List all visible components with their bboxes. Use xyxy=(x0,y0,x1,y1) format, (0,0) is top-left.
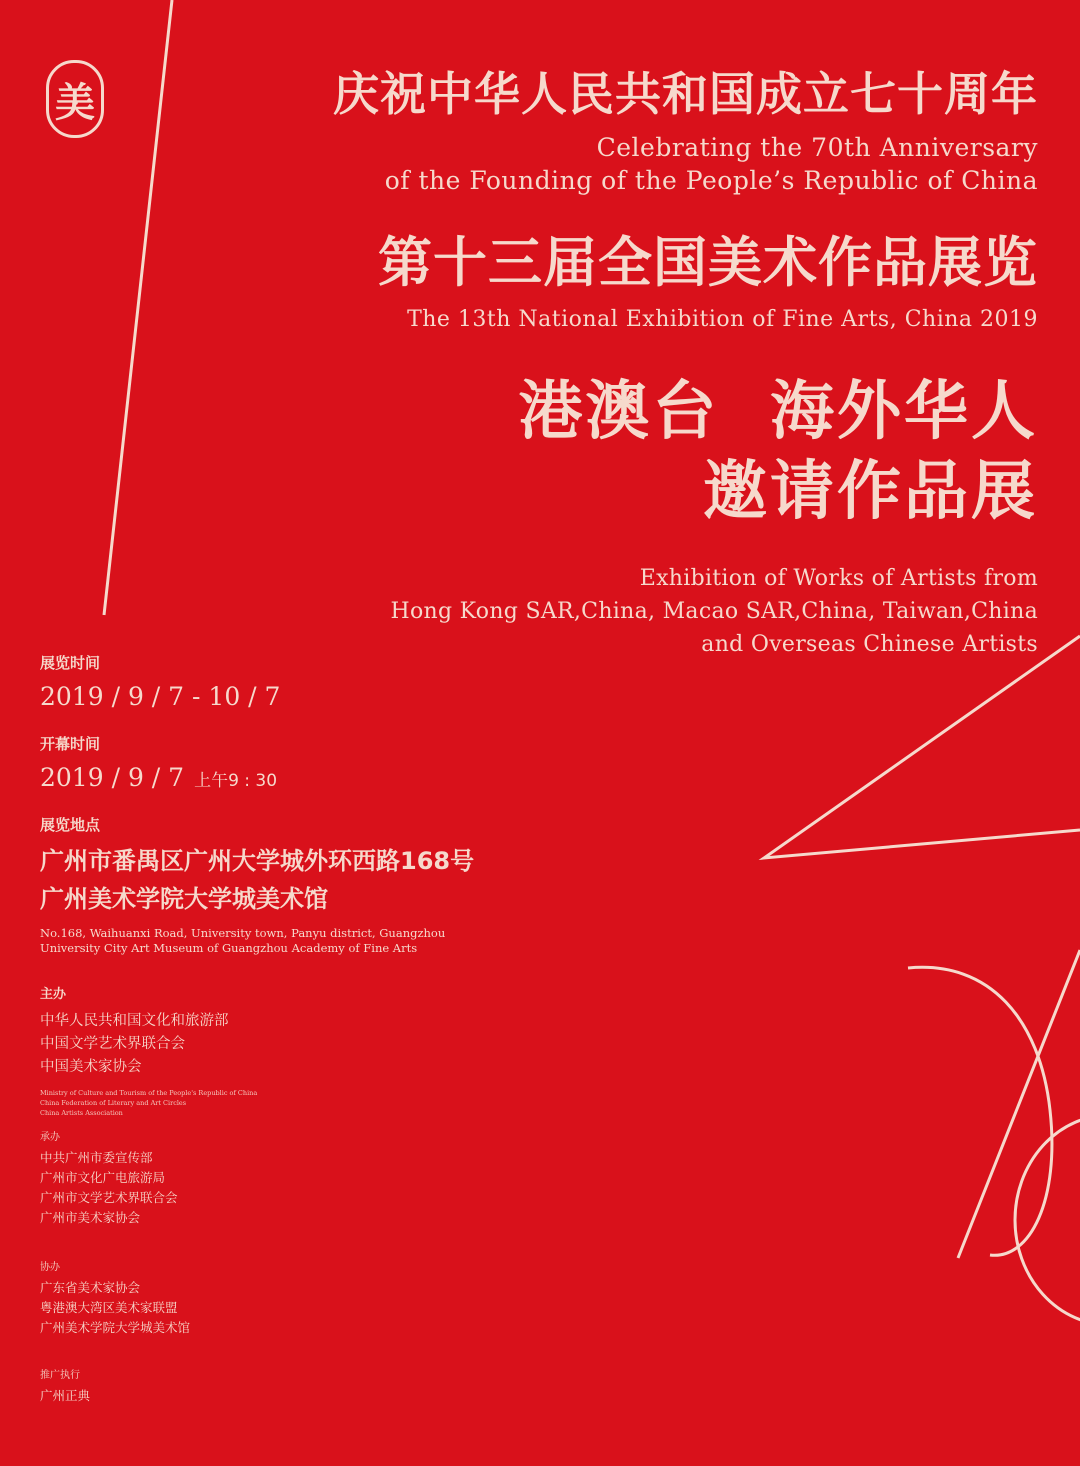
promo-label: 推广执行 xyxy=(40,1370,80,1381)
opening-hour: 上午9 : 30 xyxy=(194,771,278,791)
venue-en-line2: University City Art Museum of Guangzhou Academy of Fine Arts xyxy=(40,941,418,955)
invitation-title-zh xyxy=(518,372,1038,532)
logo-glyph: 美 xyxy=(55,79,95,126)
promo-item: 广州正典 xyxy=(40,1388,91,1403)
host-item: 中国美术家协会 xyxy=(40,1059,142,1075)
undertake-label: 承办 xyxy=(40,1132,60,1143)
museum-logo xyxy=(46,60,104,138)
host-item: 中国文学艺术界联合会 xyxy=(40,1036,185,1052)
assist-list xyxy=(40,1278,190,1338)
undertake-item: 广州市文化广电旅游局 xyxy=(40,1170,166,1185)
host-list xyxy=(40,1010,229,1079)
invitation-title-en xyxy=(390,562,1038,661)
exhibition-title-zh: 第十三届全国美术作品展览 xyxy=(378,231,1038,294)
undertake-list xyxy=(40,1148,178,1228)
assist-item: 粤港澳大湾区美术家联盟 xyxy=(40,1300,178,1315)
invitation-zh-line1: 港澳台 海外华人 xyxy=(518,375,1038,449)
venue-line2: 广州美术学院大学城美术馆 xyxy=(40,885,328,913)
number-seven-stroke xyxy=(764,636,1080,858)
host-en-list xyxy=(40,1088,257,1118)
undertake-item: 广州市文学艺术界联合会 xyxy=(40,1190,178,1205)
exhibit-time-label: 展览时间 xyxy=(40,654,101,672)
venue-en-line1: No.168, Waihuanxi Road, University town, Panyu district, Guangzhou xyxy=(40,926,446,940)
celebration-title-en xyxy=(385,131,1038,197)
exhibit-time: 2019 / 9 / 7 - 10 / 7 xyxy=(40,682,281,711)
opening-time-label: 开幕时间 xyxy=(40,735,101,753)
number-diagonal xyxy=(958,950,1080,1258)
opening-date: 2019 / 9 / 7 xyxy=(40,763,185,792)
exhibition-title-en: The 13th National Exhibition of Fine Arts, China 2019 xyxy=(407,307,1038,332)
host-item: 中华人民共和国文化和旅游部 xyxy=(40,1013,229,1029)
diagonal-line xyxy=(104,0,172,615)
host-en-item: China Federation of Literary and Art Circles xyxy=(40,1099,187,1107)
undertake-item: 广州市美术家协会 xyxy=(40,1210,141,1225)
opening-time xyxy=(40,763,277,792)
invitation-zh-line2: 邀请作品展 xyxy=(703,455,1038,529)
venue-line1: 广州市番禺区广州大学城外环西路168号 xyxy=(40,847,475,875)
venue-zh xyxy=(40,842,474,918)
host-label: 主办 xyxy=(40,987,67,1002)
host-en-item: China Artists Association xyxy=(40,1109,123,1117)
celebration-en-line1: Celebrating the 70th Anniversary xyxy=(596,133,1038,162)
promo-list xyxy=(40,1386,90,1406)
invitation-en-line2: Hong Kong SAR,China, Macao SAR,China, Taiwan,China xyxy=(390,599,1038,624)
host-en-item: Ministry of Culture and Tourism of the People's Republic of China xyxy=(40,1089,258,1097)
celebration-title-zh: 庆祝中华人民共和国成立七十周年 xyxy=(333,67,1038,121)
celebration-en-line2: of the Founding of the People’s Republic of China xyxy=(384,166,1038,195)
assist-item: 广州美术学院大学城美术馆 xyxy=(40,1320,191,1335)
assist-item: 广东省美术家协会 xyxy=(40,1280,141,1295)
number-curve xyxy=(908,967,1052,1255)
undertake-item: 中共广州市委宣传部 xyxy=(40,1150,153,1165)
assist-label: 协办 xyxy=(40,1262,60,1273)
venue-en xyxy=(40,926,445,956)
number-zero xyxy=(1015,1115,1080,1325)
invitation-en-line3: and Overseas Chinese Artists xyxy=(701,632,1038,657)
invitation-en-line1: Exhibition of Works of Artists from xyxy=(639,566,1038,591)
venue-label: 展览地点 xyxy=(40,816,101,834)
